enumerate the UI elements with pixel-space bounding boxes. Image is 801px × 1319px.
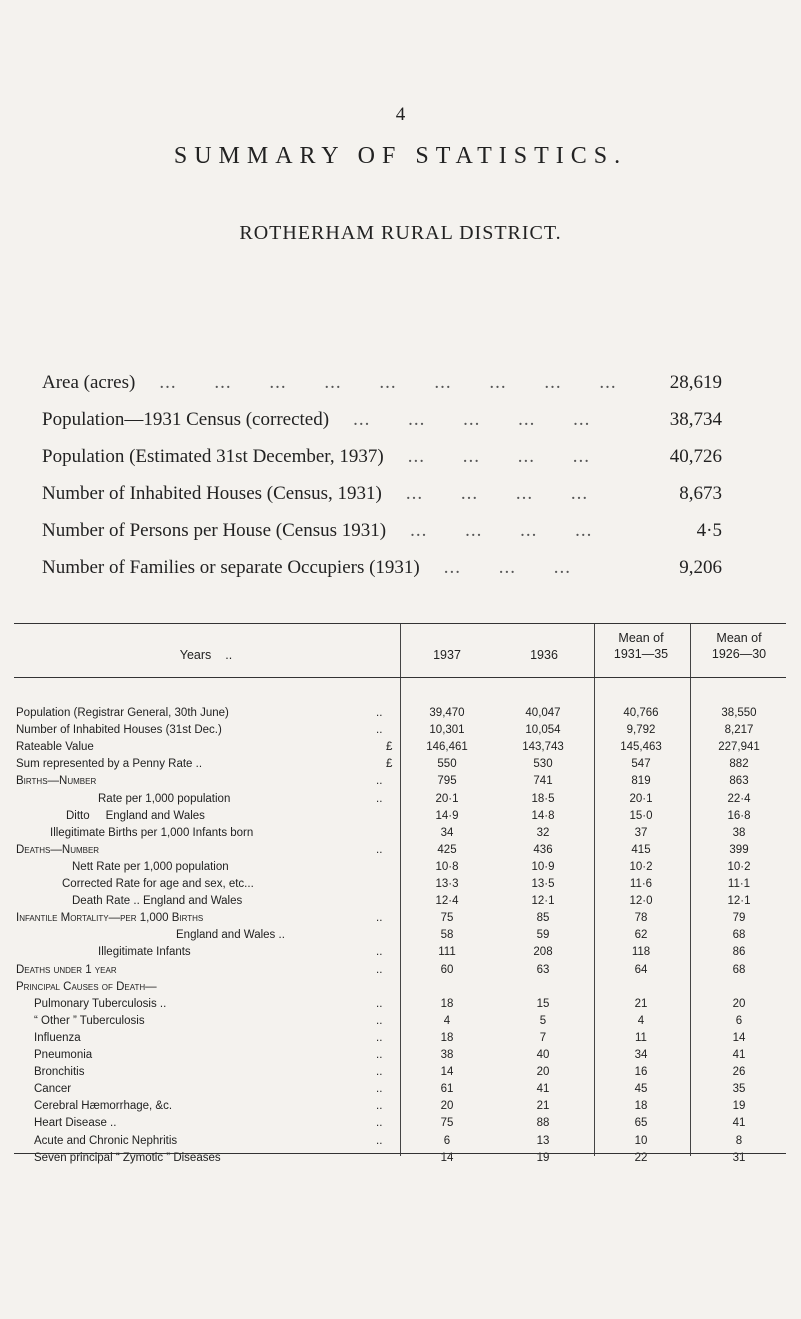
table-cell: 10,301	[429, 724, 465, 737]
row-label: Seven principal “ Zymotic ” Diseases	[34, 1151, 221, 1164]
summary-row	[42, 549, 722, 586]
table-cell: 41	[732, 1049, 746, 1061]
district-title: ROTHERHAM RURAL DISTRICT.	[239, 222, 562, 244]
table-cell: 12·1	[531, 895, 555, 908]
leader-dots: ..	[376, 775, 383, 788]
table-cell: 18	[440, 1031, 454, 1044]
table-cell: 75	[440, 1117, 454, 1130]
row-label: Infantile Mortality—per 1,000 Births	[16, 912, 204, 925]
table-cell: 19	[536, 1151, 550, 1164]
table-cell: 62	[634, 929, 648, 942]
table-row	[14, 894, 786, 909]
leader-dots: ..	[376, 963, 383, 976]
row-unit: £	[386, 758, 393, 771]
table-cell: 68	[732, 963, 746, 976]
leader-dots: ...	[214, 372, 232, 393]
table-cell: 9,792	[626, 724, 656, 737]
table-cell: 111	[438, 946, 456, 959]
summary-label: Number of Inhabited Houses (Census, 1931)	[42, 483, 382, 504]
leader-dots: ...	[408, 409, 426, 430]
table-row	[14, 1099, 786, 1114]
header-1936: 1936	[530, 648, 558, 662]
table-cell: 60	[440, 963, 454, 976]
row-label: Influenza	[34, 1031, 81, 1044]
table-row	[14, 706, 786, 721]
table-header	[14, 624, 786, 678]
table-cell: 208	[533, 946, 553, 959]
table-cell: 4	[443, 1014, 451, 1027]
row-label: Sum represented by a Penny Rate ..	[16, 758, 203, 771]
summary-value: 38,734	[669, 409, 722, 430]
table-cell: 4	[637, 1014, 645, 1027]
table-row	[14, 1065, 786, 1080]
leader-dots: ...	[489, 372, 507, 393]
summary-list	[42, 364, 722, 586]
row-label: Number of Inhabited Houses (31st Dec.)	[16, 724, 222, 737]
table-row	[14, 980, 786, 995]
header-mean-years: 1931—35	[613, 647, 669, 661]
table-cell: 18	[440, 997, 454, 1010]
table-cell: 34	[634, 1049, 648, 1061]
table-cell: 14	[440, 1066, 454, 1079]
table-row	[14, 843, 786, 858]
table-row	[14, 877, 786, 892]
leader-dots: ...	[575, 520, 593, 541]
table-row	[14, 1014, 786, 1029]
table-cell: 6	[735, 1014, 743, 1027]
summary-label: Population (Estimated 31st December, 1937)	[42, 446, 384, 467]
table-cell: 63	[536, 963, 550, 976]
row-label: Ditto England and Wales	[66, 809, 205, 822]
row-label: “ Other ” Tuberculosis	[34, 1014, 145, 1027]
leader-dots: ..	[376, 997, 383, 1010]
leader-dots: ...	[515, 483, 534, 504]
leader-dots: ...	[599, 372, 617, 393]
table-cell: 86	[732, 946, 746, 959]
row-label: Cancer	[34, 1083, 72, 1096]
table-cell: 20	[732, 997, 746, 1010]
row-label: Death Rate .. England and Wales	[72, 895, 243, 908]
leader-dots: ..	[376, 1083, 383, 1096]
table-row	[14, 757, 786, 772]
table-row	[14, 1134, 786, 1149]
summary-label: Population—1931 Census (corrected)	[42, 409, 330, 430]
row-label: Pulmonary Tuberculosis ..	[34, 997, 167, 1010]
leader-dots: ..	[376, 1014, 383, 1027]
header-mean-1931-35	[594, 630, 688, 662]
table-cell: 20	[536, 1066, 550, 1079]
leader-dots: ...	[434, 372, 452, 393]
row-label: Corrected Rate for age and sex, etc...	[62, 878, 254, 890]
leader-dots: ...	[465, 520, 483, 541]
table-cell: 45	[634, 1083, 648, 1096]
table-cell: 68	[732, 929, 746, 942]
column-divider	[690, 624, 691, 677]
table-cell: 819	[631, 775, 651, 788]
row-label: Rateable Value	[16, 741, 94, 754]
leader-dots: ..	[376, 912, 383, 925]
page-title: SUMMARY OF STATISTICS.	[173, 143, 628, 169]
table-cell: 143,743	[522, 741, 564, 754]
leader-dots: ...	[573, 409, 591, 430]
table-cell: 21	[634, 997, 648, 1010]
table-cell: 58	[440, 929, 454, 942]
table-cell: 35	[732, 1083, 746, 1096]
table-cell: 21	[536, 1100, 550, 1113]
leader-dots: ...	[410, 520, 428, 541]
summary-value: 9,206	[679, 557, 722, 578]
summary-row	[42, 438, 722, 475]
table-cell: 882	[729, 758, 749, 771]
leader-dots: ..	[376, 1049, 383, 1061]
leader-dots: ..	[376, 1134, 383, 1147]
table-cell: 10·9	[531, 860, 555, 873]
table-cell: 34	[440, 826, 454, 839]
table-row	[14, 740, 786, 755]
table-row	[14, 911, 786, 926]
table-row	[14, 945, 786, 960]
page-number: 4	[395, 104, 406, 125]
row-label: Illegitimate Infants	[98, 946, 191, 959]
table-cell: 12·1	[727, 895, 751, 908]
table-cell: 65	[634, 1117, 648, 1130]
table-cell: 5	[539, 1014, 547, 1027]
table-cell: 6	[443, 1134, 451, 1147]
table-cell: 38	[732, 826, 746, 839]
table-cell: 18·5	[531, 792, 555, 805]
table-cell: 13·5	[531, 878, 555, 890]
table-cell: 79	[732, 912, 746, 925]
summary-value: 8,673	[679, 483, 722, 504]
leader-dots: ...	[460, 483, 479, 504]
leader-dots: ...	[463, 409, 481, 430]
row-label: Deaths—Number	[16, 843, 100, 856]
table-cell: 41	[536, 1083, 550, 1096]
table-cell: 20·1	[435, 792, 459, 805]
leader-dots: ...	[379, 372, 397, 393]
table-cell: 7	[539, 1031, 547, 1044]
header-years: Years ..	[179, 648, 233, 662]
table-cell: 18	[634, 1100, 648, 1113]
header-mean-label: Mean of	[618, 631, 664, 645]
leader-dots: ...	[405, 483, 424, 504]
column-divider	[594, 624, 595, 677]
leader-dots: ..	[376, 724, 383, 737]
leader-dots: ..	[376, 1031, 383, 1044]
table-cell: 10	[634, 1134, 648, 1147]
table-cell: 795	[437, 775, 457, 788]
summary-row	[42, 364, 722, 401]
leader-dots: ...	[517, 446, 535, 467]
table-cell: 88	[536, 1117, 550, 1130]
summary-value: 4·5	[696, 520, 722, 541]
table-row	[14, 1048, 786, 1063]
header-1937: 1937	[433, 648, 461, 662]
row-label: Illegitimate Births per 1,000 Infants born	[50, 826, 254, 839]
leader-dots: ..	[376, 792, 383, 805]
leader-dots: ...	[518, 409, 536, 430]
row-label: Bronchitis	[34, 1066, 85, 1079]
table-cell: 415	[631, 843, 651, 856]
table-cell: 16·8	[727, 809, 751, 822]
table-row	[14, 928, 786, 943]
leader-dots: ...	[324, 372, 342, 393]
table-row	[14, 774, 786, 789]
table-row	[14, 1082, 786, 1097]
row-label: Pneumonia	[34, 1049, 93, 1061]
summary-label: Area (acres)	[42, 372, 136, 393]
leader-dots: ...	[443, 557, 462, 578]
table-cell: 11	[635, 1031, 647, 1044]
leader-dots: ..	[376, 1066, 383, 1079]
table-cell: 8,217	[724, 724, 754, 737]
table-row	[14, 963, 786, 978]
leader-dots: ..	[376, 707, 383, 719]
header-mean-1926-30	[692, 630, 786, 662]
table-cell: 10·2	[629, 860, 653, 873]
table-cell: 14·8	[531, 809, 555, 822]
table-cell: 40,766	[623, 707, 659, 719]
table-cell: 19	[732, 1100, 746, 1113]
row-label: England and Wales ..	[176, 929, 285, 942]
leader-dots: ...	[462, 446, 480, 467]
summary-label: Number of Persons per House (Census 1931)	[42, 520, 387, 541]
table-cell: 8	[735, 1134, 743, 1147]
leader-dots: ...	[498, 557, 517, 578]
leader-dots: ...	[553, 557, 572, 578]
table-row	[14, 792, 786, 807]
table-cell: 78	[634, 912, 648, 925]
table-row	[14, 1031, 786, 1046]
leader-dots: ...	[544, 372, 562, 393]
table-row	[14, 723, 786, 738]
leader-dots: ..	[376, 946, 383, 959]
table-cell: 15	[536, 997, 550, 1010]
row-label: Population (Registrar General, 30th June)	[16, 707, 229, 719]
table-row	[14, 809, 786, 824]
table-cell: 550	[437, 758, 457, 771]
table-cell: 12·4	[435, 895, 459, 908]
table-cell: 32	[536, 826, 550, 839]
table-cell: 38	[440, 1049, 454, 1061]
table-row	[14, 860, 786, 875]
table-cell: 227,941	[718, 741, 760, 754]
table-body	[14, 678, 786, 1168]
table-cell: 13·3	[435, 878, 459, 890]
summary-value: 40,726	[669, 446, 722, 467]
table-cell: 547	[631, 758, 651, 771]
column-divider	[400, 624, 401, 677]
table-row	[14, 1116, 786, 1131]
table-cell: 118	[631, 946, 651, 959]
table-cell: 863	[729, 775, 749, 788]
table-cell: 15·0	[629, 809, 653, 822]
leader-dots: ...	[570, 483, 589, 504]
table-cell: 10,054	[525, 724, 561, 737]
row-label: Cerebral Hæmorrhage, &c.	[34, 1100, 173, 1113]
table-cell: 14	[440, 1151, 454, 1164]
table-cell: 40	[536, 1049, 550, 1061]
header-mean-label: Mean of	[716, 631, 762, 645]
table-cell: 31	[732, 1151, 746, 1164]
header-mean-years: 1926—30	[711, 647, 767, 661]
table-cell: 22	[634, 1151, 648, 1164]
row-label: Births—Number	[16, 775, 97, 788]
row-unit: £	[386, 741, 393, 754]
leader-dots: ...	[572, 446, 590, 467]
row-label: Deaths under 1 year	[16, 963, 117, 976]
table-cell: 741	[533, 775, 553, 788]
leader-dots: ...	[520, 520, 538, 541]
table-cell: 11·6	[629, 878, 653, 890]
table-cell: 425	[437, 843, 457, 856]
table-cell: 12·0	[629, 895, 653, 908]
summary-value: 28,619	[669, 372, 722, 393]
table-cell: 75	[440, 912, 454, 925]
leader-dots: ..	[376, 1117, 383, 1130]
leader-dots: ..	[376, 1100, 383, 1113]
row-label: Principal Causes of Death—	[16, 980, 157, 993]
table-cell: 16	[634, 1066, 648, 1079]
table-cell: 39,470	[429, 707, 465, 719]
table-cell: 20·1	[629, 792, 653, 805]
summary-row	[42, 401, 722, 438]
row-label: Nett Rate per 1,000 population	[72, 860, 229, 873]
leader-dots: ...	[353, 409, 371, 430]
leader-dots: ...	[159, 372, 177, 393]
table-cell: 10·2	[727, 860, 751, 873]
summary-row	[42, 475, 722, 512]
summary-row	[42, 512, 722, 549]
table-cell: 20	[440, 1100, 454, 1113]
statistics-table	[14, 623, 786, 1168]
leader-dots: ...	[407, 446, 425, 467]
table-row	[14, 997, 786, 1012]
table-cell: 11·1	[727, 878, 751, 890]
table-cell: 41	[732, 1117, 746, 1130]
table-cell: 40,047	[525, 707, 561, 719]
leader-dots: ...	[269, 372, 287, 393]
table-cell: 38,550	[721, 707, 757, 719]
table-cell: 85	[536, 912, 550, 925]
summary-label: Number of Families or separate Occupiers (1931)	[42, 557, 420, 578]
row-label: Rate per 1,000 population	[98, 792, 231, 805]
table-cell: 14	[732, 1031, 746, 1044]
table-cell: 10·8	[435, 860, 459, 873]
table-cell: 13	[536, 1134, 550, 1147]
table-cell: 14·9	[435, 809, 459, 822]
table-row	[14, 826, 786, 841]
row-label: Acute and Chronic Nephritis	[34, 1134, 178, 1147]
table-cell: 37	[634, 826, 648, 839]
table-cell: 146,461	[426, 741, 468, 754]
leader-dots: ..	[376, 843, 383, 856]
table-cell: 22·4	[727, 792, 751, 805]
table-cell: 145,463	[620, 741, 662, 754]
table-cell: 530	[533, 758, 553, 771]
table-cell: 64	[634, 963, 648, 976]
table-cell: 61	[440, 1083, 454, 1096]
table-cell: 26	[732, 1066, 746, 1079]
table-bottom-rule	[14, 1153, 786, 1154]
table-cell: 436	[533, 843, 553, 856]
table-cell: 399	[729, 843, 749, 856]
table-cell: 59	[536, 929, 550, 942]
row-label: Heart Disease ..	[34, 1117, 117, 1130]
